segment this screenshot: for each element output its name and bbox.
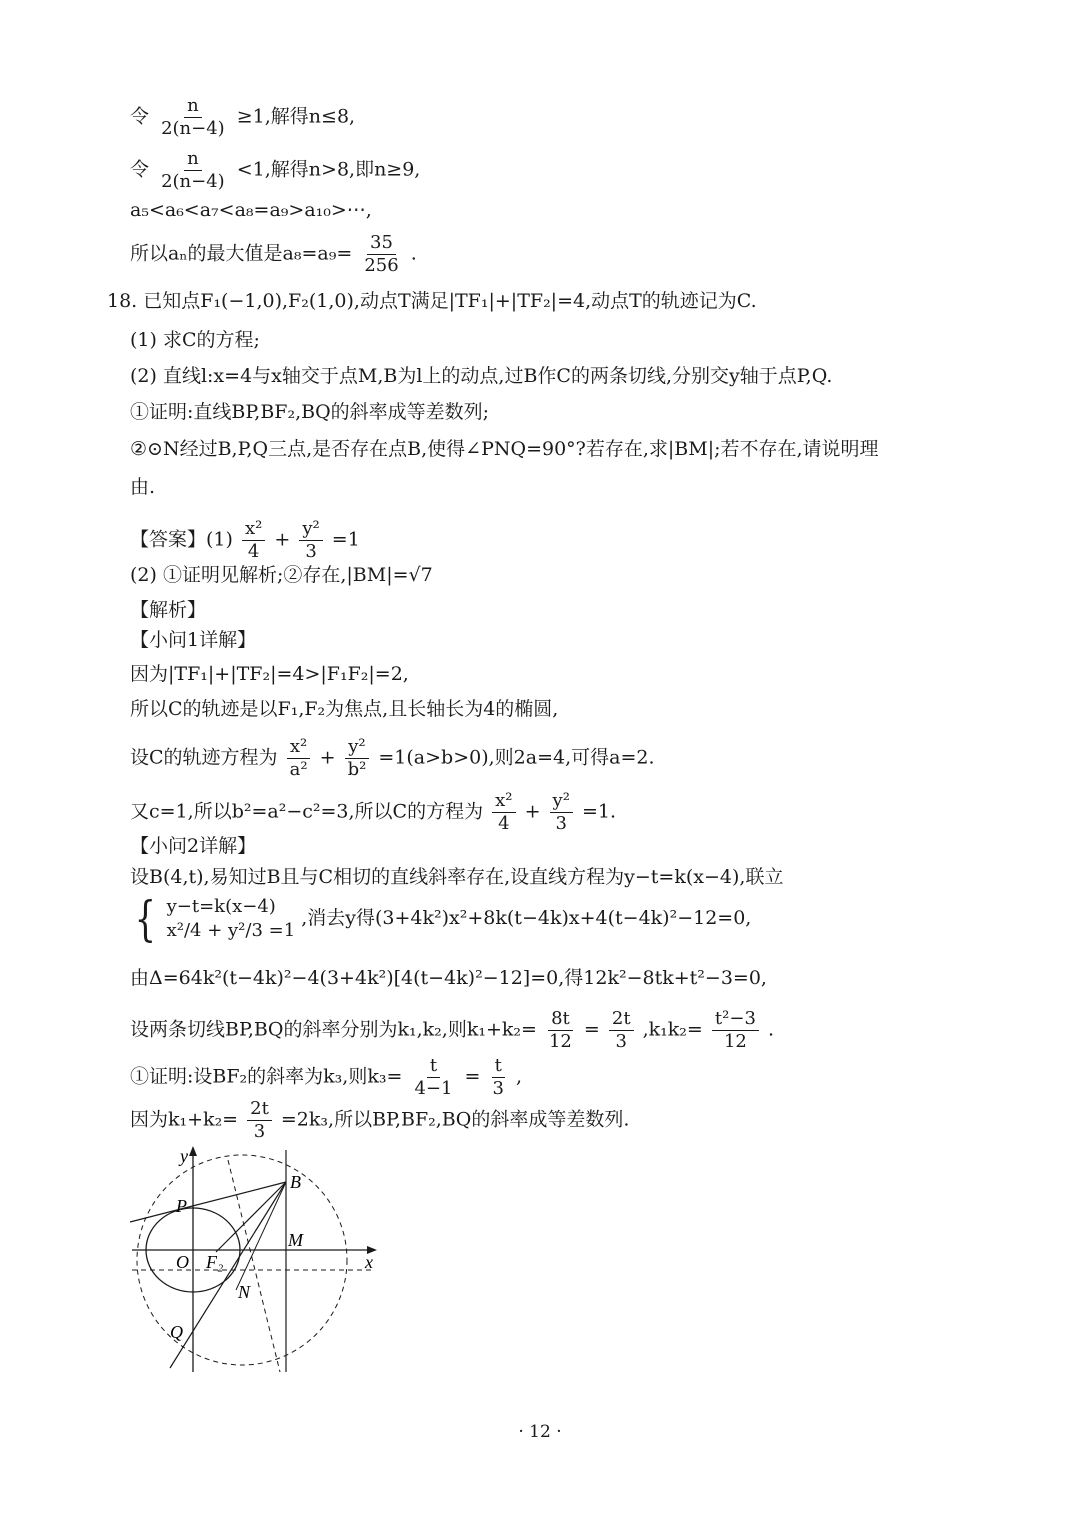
tangent-bp <box>130 1182 286 1222</box>
equation: y−t=k(x−4) <box>166 896 276 917</box>
text: 令 <box>130 105 150 128</box>
text: ,消去y得(3+4k²)x²+8k(t−4k)x+4(t−4k)²−12=0, <box>301 907 752 929</box>
numerator: n <box>184 95 202 118</box>
label-x: x <box>365 1252 373 1272</box>
fraction <box>712 1008 759 1053</box>
numerator: y² <box>550 790 573 813</box>
text-line: 因为|TF₁|+|TF₂|=4>|F₁F₂|=2, <box>130 663 409 685</box>
numerator: y² <box>345 736 368 759</box>
fraction <box>411 1055 455 1100</box>
text: =1. <box>581 800 617 823</box>
denominator: 3 <box>492 1078 504 1099</box>
denominator: 3 <box>615 1031 627 1052</box>
label-f2: F₂ <box>206 1252 224 1272</box>
sub-question-2-heading: 【小问2详解】 <box>130 835 257 857</box>
label-o: O <box>176 1252 189 1272</box>
denominator: b² <box>347 759 367 780</box>
text-line <box>130 790 616 835</box>
brace: { <box>134 891 156 947</box>
fraction <box>546 1008 575 1053</box>
question-part-2b: ②⊙N经过B,P,Q三点,是否存在点B,使得∠PNQ=90°?若存在,求|BM|;若不存在,请说明理 <box>130 438 879 460</box>
denominator: 12 <box>723 1031 747 1052</box>
question-18: 18. 已知点F₁(−1,0),F₂(1,0),动点T满足|TF₁|+|TF₂|=4,动点T的轨迹记为C. <box>107 290 757 312</box>
fraction <box>287 736 311 781</box>
fraction <box>299 518 322 563</box>
text-line <box>130 891 752 947</box>
label-n: N <box>238 1282 251 1302</box>
text-line <box>130 736 655 781</box>
denominator: 4 <box>247 541 260 562</box>
text: ≥1,解得n≤8, <box>236 105 356 128</box>
numerator: x² <box>492 790 515 813</box>
text-line: 设两条切线BP,BQ的斜率分别为k₁,k₂,则k₁+k₂= $\frac{8t}{12}$ = $\frac{2t}{3}$ ,k₁k₂= $\frac{\text{t²−3}}{12}$ . <box>130 1008 774 1052</box>
numerator: 2t <box>247 1098 272 1121</box>
fraction <box>489 1055 506 1100</box>
text: ,k₁k₂= <box>642 1018 703 1041</box>
denominator: 256 <box>364 255 399 276</box>
denominator: 12 <box>548 1031 572 1052</box>
question-part-2a: ①证明:直线BP,BF₂,BQ的斜率成等差数列; <box>130 401 490 423</box>
text: =2k₃,所以BP,BF₂,BQ的斜率成等差数列. <box>280 1108 630 1131</box>
numerator: 35 <box>367 232 396 255</box>
text: 又c=1,所以b²=a²−c²=3,所以C的方程为 <box>130 800 484 823</box>
fraction <box>242 518 265 563</box>
text: =1(a>b>0),则2a=4,可得a=2. <box>378 746 655 769</box>
geometry-figure <box>120 1140 390 1380</box>
text: + <box>524 800 541 823</box>
text: <1,解得n>8,即n≥9, <box>236 158 421 181</box>
text: + <box>274 528 291 551</box>
denominator: a² <box>289 759 308 780</box>
text: 因为k₁+k₂= <box>130 1108 239 1131</box>
segment-bn <box>236 1182 286 1290</box>
numerator: 2t <box>609 1008 634 1031</box>
numerator: n <box>184 148 202 171</box>
label-y: y <box>180 1146 188 1166</box>
text-line <box>130 1098 629 1143</box>
text-line: 所以C的轨迹是以F₁,F₂为焦点,且长轴长为4的椭圆, <box>130 698 559 720</box>
fraction <box>492 790 515 835</box>
fraction <box>247 1098 272 1143</box>
question-part-2c: 由. <box>130 476 156 498</box>
numerator: 8t <box>548 1008 573 1031</box>
label-b: B <box>290 1172 301 1192</box>
denominator: 3 <box>555 813 567 834</box>
page-number: · 12 · <box>518 1422 562 1442</box>
tangent-bq <box>170 1182 286 1368</box>
denominator: 4−1 <box>414 1078 453 1099</box>
text-line: 设B(4,t),易知过B且与C相切的直线斜率存在,设直线方程为y−t=k(x−4),联立 <box>130 866 784 888</box>
fraction <box>550 790 573 835</box>
dashed-bisector <box>228 1160 280 1372</box>
text: ①证明:设BF₂的斜率为k₃,则k₃= <box>130 1065 403 1088</box>
text: 令 <box>130 158 150 181</box>
fraction <box>361 232 401 277</box>
numerator: x² <box>242 518 265 541</box>
denominator: 4 <box>498 813 510 834</box>
answer-line-2: (2) ①证明见解析;②存在,|BM|=√7 <box>130 564 433 586</box>
label-q: Q <box>170 1322 183 1342</box>
text: . <box>767 1018 774 1041</box>
text-line <box>130 148 420 193</box>
text-line: ①证明:设BF₂的斜率为k₃,则k₃= $\frac{t}{4-1}$ = $\frac{t}{3}$ , <box>130 1055 522 1099</box>
fraction <box>609 1008 634 1053</box>
text-line: a₅<a₆<a₇<a₈=a₉>a₁₀>⋯, <box>130 199 372 221</box>
numerator: x² <box>287 736 310 759</box>
fraction <box>158 148 228 193</box>
segment-bf2 <box>216 1182 286 1252</box>
denominator: 3 <box>305 541 317 562</box>
fraction <box>345 736 370 781</box>
text: + <box>319 746 336 769</box>
text: 设两条切线BP,BQ的斜率分别为k₁,k₂,则k₁+k₂= <box>130 1018 537 1041</box>
circle-n <box>137 1155 347 1365</box>
denominator: 3 <box>253 1121 266 1142</box>
question-part-2: (2) 直线l:x=4与x轴交于点M,B为l上的动点,过B作C的两条切线,分别交y轴于点P,Q. <box>130 365 833 387</box>
answer-line-1 <box>130 518 360 563</box>
y-axis-arrow <box>189 1146 197 1156</box>
numerator: t²−3 <box>712 1008 759 1031</box>
sub-question-1-heading: 【小问1详解】 <box>130 629 257 651</box>
denominator: 2(n−4) <box>161 171 225 192</box>
text-line <box>130 232 417 277</box>
analysis-heading: 【解析】 <box>130 599 207 621</box>
fraction <box>158 95 228 140</box>
text: , <box>515 1065 522 1088</box>
text: 所以aₙ的最大值是a₈=a₉= <box>130 242 353 265</box>
numerator: t <box>492 1055 505 1078</box>
label-m: M <box>288 1230 303 1250</box>
numerator: y² <box>299 518 322 541</box>
question-part-1: (1) 求C的方程; <box>130 329 260 351</box>
text: =1 <box>331 528 360 551</box>
equation: x²/4 + y²/3 =1 <box>166 920 296 941</box>
denominator: 2(n−4) <box>161 118 225 139</box>
label-p: P <box>176 1196 187 1216</box>
text: 设C的轨迹方程为 <box>130 746 278 769</box>
text: . <box>410 242 417 265</box>
numerator: t <box>427 1055 440 1078</box>
text-line <box>130 95 355 140</box>
text-line: 由Δ=64k²(t−4k)²−4(3+4k²)[4(t−4k)²−12]=0,得12k²−8tk+t²−3=0, <box>130 967 767 989</box>
equation-system <box>167 895 296 943</box>
text: 【答案】(1) <box>130 528 233 551</box>
